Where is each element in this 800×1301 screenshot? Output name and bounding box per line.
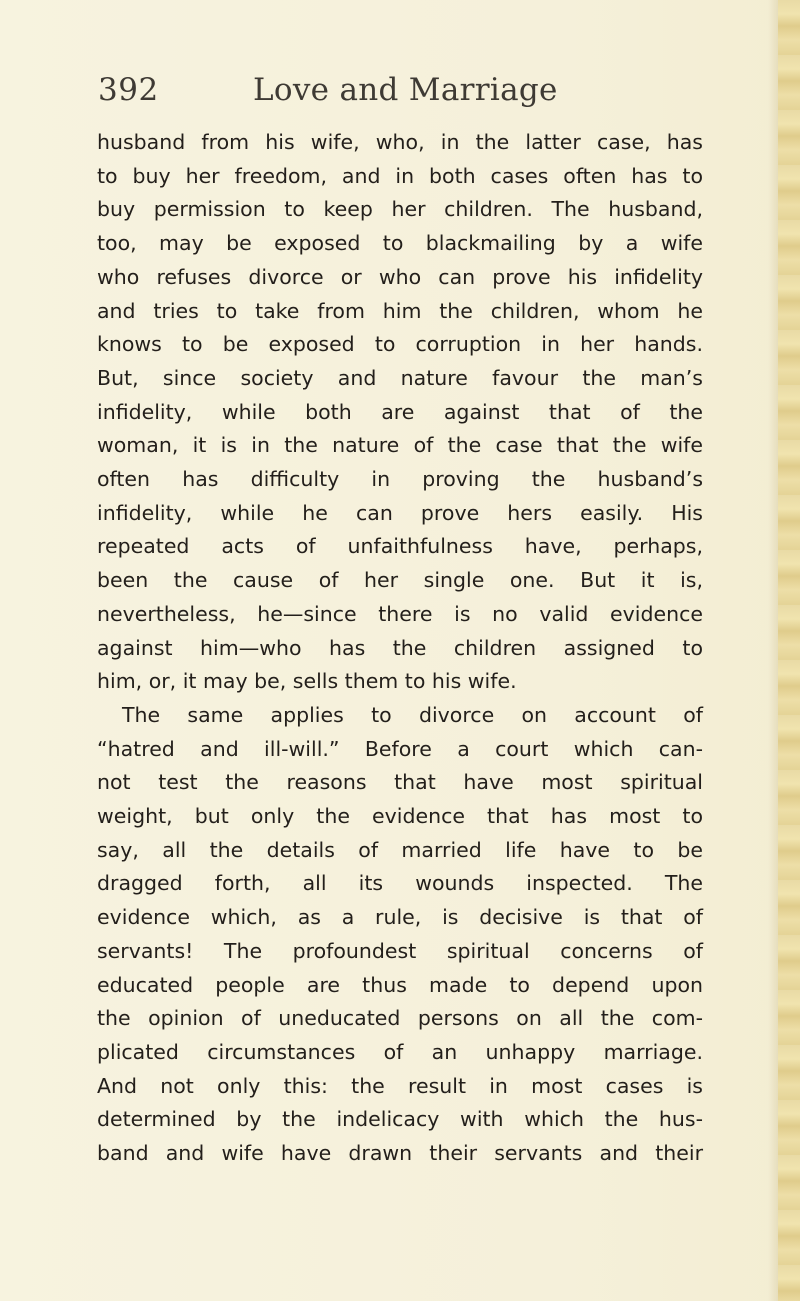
text-line: knows to be exposed to corruption in her hands.: [97, 332, 703, 357]
text-line: educated people are thus made to depend upon: [97, 972, 703, 997]
text-line: buy permission to keep her children. The husband,: [97, 197, 703, 222]
text-line: husband from his wife, who, in the latter case, has: [97, 130, 703, 154]
text-line: evidence which, as a rule, is decisive is that of: [97, 905, 703, 930]
text-line: the opinion of uneducated persons on all the com-: [97, 1006, 703, 1031]
text-line: “hatred and ill-will.” Before a court which can-: [97, 736, 703, 761]
text-line: servants! The profoundest spiritual concerns of: [97, 938, 703, 963]
page-edge: [778, 0, 800, 1301]
text-line: to buy her freedom, and in both cases often has to: [97, 163, 703, 188]
running-head: Love and Marriage: [253, 72, 558, 108]
text-line: plicated circumstances of an unhappy marriage.: [97, 1039, 703, 1064]
text-line: woman, it is in the nature of the case that the wife: [97, 433, 703, 458]
text-line: dragged forth, all its wounds inspected. The: [97, 871, 703, 896]
text-line: And not only this: the result in most cases is: [97, 1073, 703, 1098]
text-line: nevertheless, he—since there is no valid evidence: [97, 601, 703, 626]
text-line: band and wife have drawn their servants and their: [97, 1141, 703, 1166]
text-line: against him—who has the children assigned to: [97, 635, 703, 660]
text-line: infidelity, while he can prove hers easily. His: [97, 500, 703, 525]
body-text: [97, 126, 703, 1171]
text-line: say, all the details of married life have to be: [97, 837, 703, 862]
text-line: The same applies to divorce on account of: [122, 702, 703, 727]
page-number: 392: [98, 72, 159, 108]
text-line: often has difficulty in proving the husband’s: [97, 467, 703, 492]
text-line: and tries to take from him the children, whom he: [97, 298, 703, 323]
text-line: But, since society and nature favour the man’s: [97, 365, 703, 390]
text-line: determined by the indelicacy with which the hus-: [97, 1107, 703, 1132]
text-line: too, may be exposed to blackmailing by a wife: [97, 231, 703, 256]
text-line: weight, but only the evidence that has most to: [97, 804, 703, 829]
text-line: repeated acts of unfaithfulness have, perhaps,: [97, 534, 703, 559]
page-gutter-shadow: [768, 0, 778, 1301]
text-line: who refuses divorce or who can prove his infidelity: [97, 264, 703, 289]
page-header: [98, 72, 702, 116]
text-line: been the cause of her single one. But it is,: [97, 568, 703, 593]
text-line: not test the reasons that have most spiritual: [97, 770, 703, 795]
text-line: him, or, it may be, sells them to his wife.: [97, 669, 517, 694]
text-line: infidelity, while both are against that of the: [97, 399, 703, 424]
